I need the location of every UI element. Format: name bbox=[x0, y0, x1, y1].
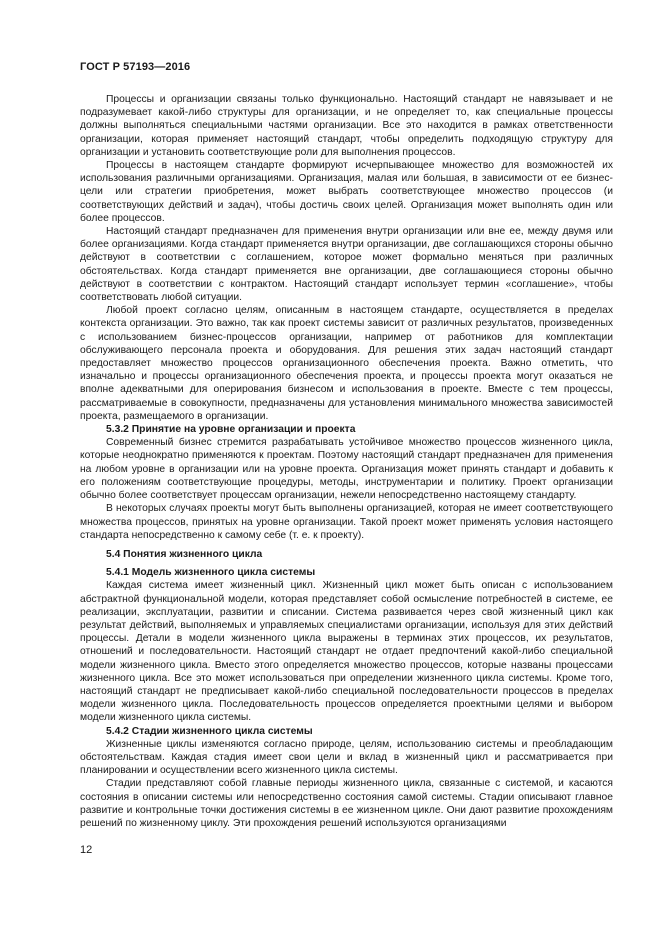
section-heading: 5.4 Понятия жизненного цикла bbox=[106, 548, 263, 560]
page-number: 12 bbox=[80, 844, 93, 856]
paragraph: Стадии представляют собой главные периоды жизненного цикла, связанные с системой, и касаются состояния в описании системы или непосредственно состояния самой системы. Стадии описывают главное развитие и контрольные точки достижения системы в ее жизненном цикле. Они дают развитие прохождениям решений по жизненному циклу. Эти прохождения решений используются организациями bbox=[80, 778, 613, 829]
paragraph: Жизненные циклы изменяются согласно природе, целям, использованию системы и преобладающим обстоятельствам. Каждая стадия имеет свои цели и вклад в жизненный цикл и рассматривается при планировании и осуществлении всего жизненного цикла системы. bbox=[80, 738, 613, 777]
paragraph: В некоторых случаях проекты могут быть выполнены организацией, которая не имеет соответствующего множества процессов, принятых на уровне организации. Такой проект может применять условия настоящего стандарта непосредственно к самому себе (т. е. к проекту). bbox=[80, 503, 613, 541]
document-header: ГОСТ Р 57193—2016 bbox=[80, 61, 191, 73]
paragraph: Каждая система имеет жизненный цикл. Жизненный цикл может быть описан с использованием абстрактной функциональной модели, которая представляет собой осмысление потребностей в системе, ее реализации, эксплуатации, развитии и списании. Система развивается через свой жизненный цикл как результат действий, выполняемых и управляемых специалистами организации, используя для этих действий процессы. Детали в модели жизненного цикла выражены в терминах этих процессов, их результатов, отношений и последовательности. Настоящий стандарт не отдает предпочтений какой-либо специальной модели жизненного цикла. Вместо этого определяется множество процессов, которые названы процессами жизненного цикла. Все это может использоваться при определении жизненного цикла системы. Кроме того, настоящий стандарт не предписывает какой-либо специальной последовательности процессов в пределах модели жизненного цикла. Последовательность процессов определяется проектными целями и выбором модели жизненного цикла системы. bbox=[80, 580, 613, 724]
document-body bbox=[80, 93, 613, 830]
paragraph: Процессы и организации связаны только функционально. Настоящий стандарт не навязывает и не подразумевает какой-либо структуры для организации, и не определяет то, как специальные процессы должны выполняться специальными частями организации. Все это находится в рамках ответственности организации, которая применяет настоящий стандарт, чтобы определить подходящую структуру для организации и установить соответствующие роли для выполнения процессов. bbox=[80, 94, 613, 158]
subsection-heading: 5.4.1 Модель жизненного цикла системы bbox=[106, 567, 316, 579]
subsection-heading: 5.4.2 Стадии жизненного цикла системы bbox=[106, 725, 313, 737]
paragraph: Любой проект согласно целям, описанным в настоящем стандарте, осуществляется в пределах контекста организации. Это важно, так как проект системы зависит от различных результатов, произведенных с использованием бизнес-процессов организации, например от работников для комплектации обслуживающего персонала проекта и оборудования. Для решения этих задач настоящий стандарт предоставляет множество процессов организационного обеспечения проекта. Важно отметить, что изначально и процессы организационного обеспечения проекта, и процессы проекта могут оказаться не вполне адекватными для оперирования бизнесом и использования в проекте. Вместе с тем процессы, рассматриваемые в совокупности, предназначены для установления минимального множества зависимостей проекта, размещаемого в организации. bbox=[80, 305, 613, 422]
paragraph: Процессы в настоящем стандарте формируют исчерпывающее множество для возможностей их использования различными организациями. Организация, малая или большая, в зависимости от ее бизнес-цели или стратегии приобретения, может выбрать соответствующее множество процессов (и соответствующих действий и задач), чтобы достичь своих целей. Организация может выполнять один или более процессов. bbox=[80, 160, 613, 224]
paragraph: Современный бизнес стремится разрабатывать устойчивое множество процессов жизненного цикла, которые неоднократно применяются к проектам. Поэтому настоящий стандарт предназначен для применения на любом уровне в организации или на уровне проекта. Организация может принять стандарт и добавить к его положениям соответствующие процедуры, методы, инструментарии и политику. Проект организации обычно более соответствует процессам организации, нежели непосредственно настоящему стандарту. bbox=[80, 437, 613, 502]
paragraph: Настоящий стандарт предназначен для применения внутри организации или вне ее, между двумя или более организациями. Когда стандарт применяется внутри организации, две соглашающихся стороны обычно действуют в соответствии с соглашением, которое может формально меняться при различных обстоятельствах. Когда стандарт применяется вне организации, две соглашающиеся стороны обычно действуют в соответствии с контрактом. Настоящий стандарт использует термин «соглашение», чтобы соответствовать любой ситуации. bbox=[80, 226, 613, 304]
subsection-heading: 5.3.2 Принятие на уровне организации и проекта bbox=[106, 424, 356, 436]
